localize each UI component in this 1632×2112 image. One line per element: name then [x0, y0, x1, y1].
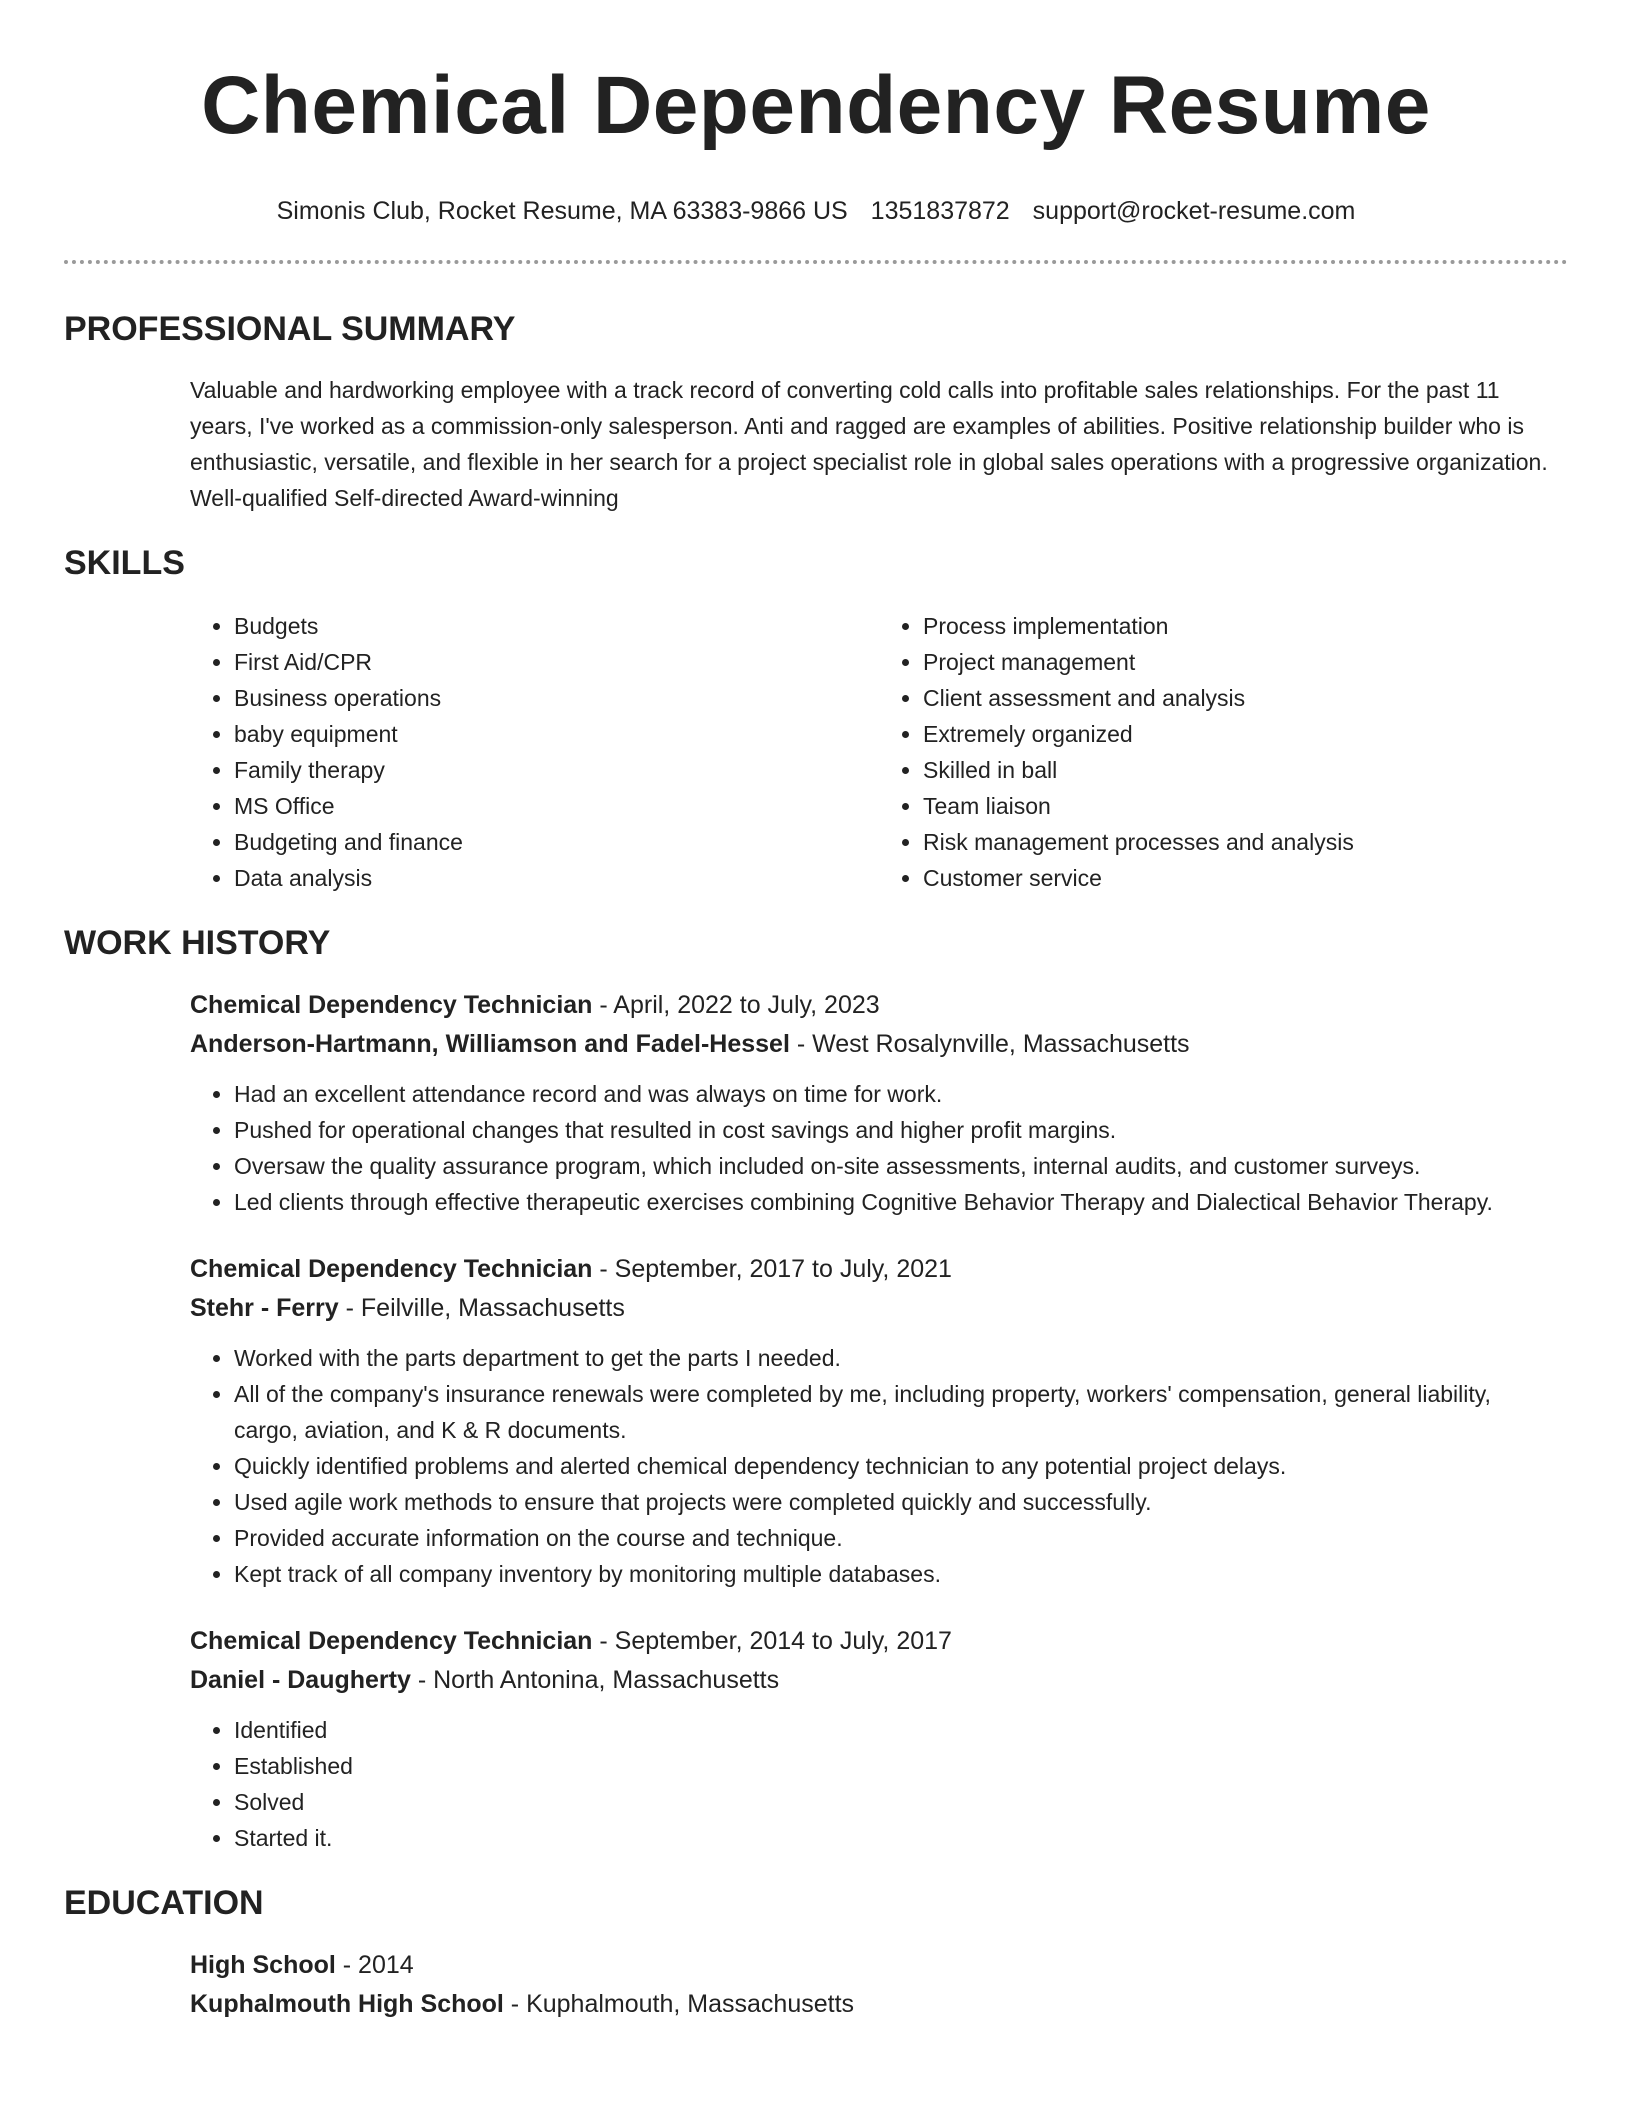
duty-item: • Kept track of all company inventory by monitoring multiple databases.	[234, 1556, 1568, 1592]
job-entry	[64, 1622, 1568, 1856]
job-company: Anderson-Hartmann, Williamson and Fadel-Hessel	[190, 1030, 790, 1058]
job-company-line	[190, 1661, 1568, 1700]
duty-item: • Led clients through effective therapeutic exercises combining Cognitive Behavior Therapy and Dialectical Behavior Therapy.	[234, 1184, 1568, 1220]
skill-item: • Risk management processes and analysis	[923, 824, 1568, 860]
duty-item: • Worked with the parts department to get the parts I needed.	[234, 1340, 1568, 1376]
job-dates: - September, 2014 to July, 2017	[592, 1627, 952, 1655]
skill-item: • Skilled in ball	[923, 752, 1568, 788]
duty-item: • Quickly identified problems and alerted chemical dependency technician to any potential project delays.	[234, 1448, 1568, 1484]
header-divider	[64, 260, 1568, 264]
education-location: - Kuphalmouth, Massachusetts	[503, 1990, 855, 2018]
job-company-line	[190, 1289, 1568, 1328]
duty-item: • Provided accurate information on the course and technique.	[234, 1520, 1568, 1556]
job-location: - West Rosalynville, Massachusetts	[789, 1030, 1190, 1058]
duty-item: • Started it.	[234, 1820, 1568, 1856]
job-location: - North Antonina, Massachusetts	[410, 1666, 780, 1694]
job-role: Chemical Dependency Technician	[190, 1627, 593, 1655]
contact-address: Simonis Club, Rocket Resume, MA 63383-9866 US	[276, 197, 848, 225]
job-entry	[64, 986, 1568, 1220]
education-title: EDUCATION	[64, 1884, 264, 1922]
job-title-line	[190, 1622, 1568, 1661]
job-title-line	[190, 1250, 1568, 1289]
job-company: Stehr - Ferry	[190, 1294, 339, 1322]
job-title-line	[190, 986, 1568, 1025]
duty-item: • Pushed for operational changes that resulted in cost savings and higher profit margins.	[234, 1112, 1568, 1148]
skills-section	[64, 542, 1568, 896]
education-entry	[64, 1946, 1568, 2024]
job-dates: - September, 2017 to July, 2021	[592, 1255, 952, 1283]
resume-name: Chemical Dependency Resume	[201, 60, 1431, 151]
skill-item: • Process implementation	[923, 608, 1568, 644]
skill-item: • Customer service	[923, 860, 1568, 896]
contact-line	[64, 194, 1568, 228]
summary-section	[64, 308, 1568, 516]
skill-item: • Project management	[923, 644, 1568, 680]
duty-item: • Established	[234, 1748, 1568, 1784]
job-dates: - April, 2022 to July, 2023	[592, 991, 880, 1019]
skill-item: • Budgeting and finance	[234, 824, 879, 860]
education-year: - 2014	[335, 1951, 414, 1979]
education-degree-line	[190, 1946, 1568, 1985]
skill-item: • Client assessment and analysis	[923, 680, 1568, 716]
skill-item: • Business operations	[234, 680, 879, 716]
duty-item: • Had an excellent attendance record and was always on time for work.	[234, 1076, 1568, 1112]
duty-item: • Used agile work methods to ensure that projects were completed quickly and successfully.	[234, 1484, 1568, 1520]
skill-item: • baby equipment	[234, 716, 879, 752]
job-duties	[190, 1076, 1568, 1220]
education-school: Kuphalmouth High School	[190, 1990, 504, 2018]
skill-item: • Family therapy	[234, 752, 879, 788]
work-title: WORK HISTORY	[64, 924, 331, 962]
skills-right-list	[879, 608, 1568, 896]
summary-title: PROFESSIONAL SUMMARY	[64, 310, 516, 348]
job-duties	[190, 1340, 1568, 1592]
duty-item: • Oversaw the quality assurance program, which included on-site assessments, internal audits, and customer surveys.	[234, 1148, 1568, 1184]
job-company-line	[190, 1025, 1568, 1064]
skill-item: • Data analysis	[234, 860, 879, 896]
job-role: Chemical Dependency Technician	[190, 1255, 593, 1283]
summary-text: Valuable and hardworking employee with a track record of converting cold calls into profitable sales relationships. For the past 11 years, I've worked as a commission-only salesperson. Anti and ragged are examples of abilities. Positive relationship builder who is enthusiastic, versatile, and flexible in her search for a project specialist role in global sales operations with a progressive organization. Well-qualified Self-directed Award-winning	[190, 377, 1548, 511]
duty-item: • All of the company's insurance renewals were completed by me, including property, workers' compensation, general liability, cargo, aviation, and K & R documents.	[234, 1376, 1568, 1448]
skills-columns	[64, 608, 1568, 896]
job-role: Chemical Dependency Technician	[190, 991, 593, 1019]
skill-item: • MS Office	[234, 788, 879, 824]
education-degree: High School	[190, 1951, 336, 1979]
skill-item: • Budgets	[234, 608, 879, 644]
skill-item: • Team liaison	[923, 788, 1568, 824]
skill-item: • First Aid/CPR	[234, 644, 879, 680]
contact-email[interactable]: support@rocket-resume.com	[1032, 197, 1356, 225]
skills-title: SKILLS	[64, 544, 185, 582]
job-entry	[64, 1250, 1568, 1592]
job-location: - Feilville, Massachusetts	[338, 1294, 625, 1322]
job-duties	[190, 1712, 1568, 1856]
education-school-line	[190, 1985, 1568, 2024]
duty-item: • Identified	[234, 1712, 1568, 1748]
work-section	[64, 922, 1568, 1856]
skill-item: • Extremely organized	[923, 716, 1568, 752]
job-company: Daniel - Daugherty	[190, 1666, 411, 1694]
education-section	[64, 1882, 1568, 2024]
contact-phone: 1351837872	[870, 197, 1010, 225]
skills-left-list	[190, 608, 879, 896]
duty-item: • Solved	[234, 1784, 1568, 1820]
